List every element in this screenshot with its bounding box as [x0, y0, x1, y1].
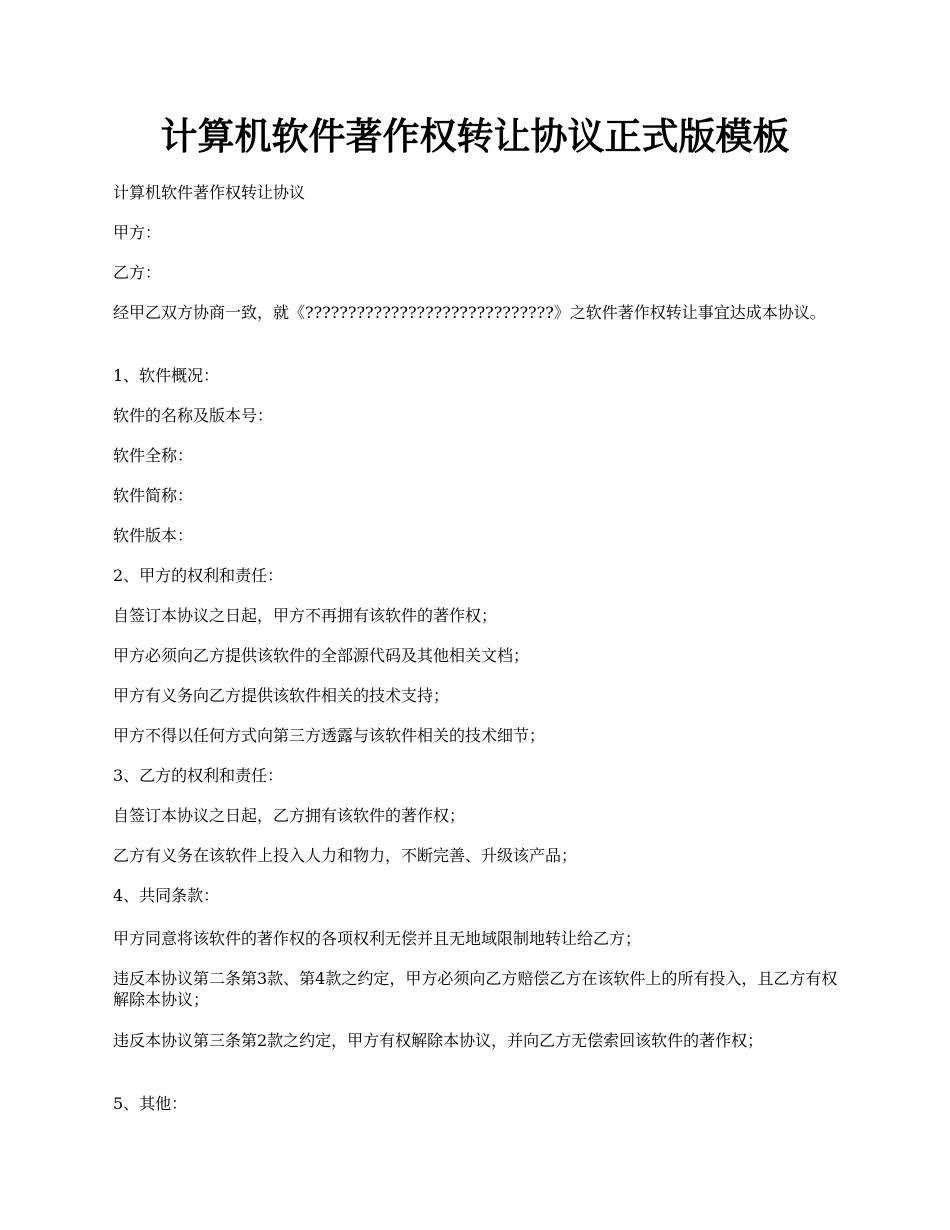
software-name-version-line: 软件的名称及版本号： [113, 406, 274, 425]
party-a-clause-1: 自签订本协议之日起，甲方不再拥有该软件的著作权； [113, 606, 498, 625]
common-clause-1: 甲方同意将该软件的著作权的各项权利无偿并且无地域限制地转让给乙方； [113, 929, 642, 948]
party-b-line: 乙方： [113, 263, 162, 282]
section-1-heading: 1、软件概况： [113, 366, 220, 385]
common-clause-2: 违反本协议第二条第3款、第4款之约定，甲方必须向乙方赔偿乙方在该软件上的所有投入，且乙方有权解除本协议； [113, 969, 838, 1009]
software-version-line: 软件版本： [113, 526, 194, 545]
party-a-clause-4: 甲方不得以任何方式向第三方透露与该软件相关的技术细节； [113, 726, 546, 745]
common-clause-3: 违反本协议第三条第2款之约定，甲方有权解除本协议，并向乙方无偿索回该软件的著作权； [113, 1031, 764, 1050]
agreement-subtitle: 计算机软件著作权转让协议 [113, 183, 306, 202]
section-5-heading: 5、其他： [113, 1094, 188, 1113]
party-a-clause-3: 甲方有义务向乙方提供该软件相关的技术支持； [113, 686, 450, 705]
software-full-name-line: 软件全称： [113, 446, 194, 465]
section-4-heading: 4、共同条款： [113, 886, 220, 905]
party-b-clause-2: 乙方有义务在该软件上投入人力和物力，不断完善、升级该产品； [113, 846, 578, 865]
section-2-heading: 2、甲方的权利和责任： [113, 566, 284, 585]
section-3-heading: 3、乙方的权利和责任： [113, 766, 284, 785]
party-b-clause-1: 自签订本协议之日起，乙方拥有该软件的著作权； [113, 806, 466, 825]
party-a-clause-2: 甲方必须向乙方提供该软件的全部源代码及其他相关文档； [113, 646, 530, 665]
software-short-name-line: 软件简称： [113, 486, 194, 505]
document-title: 计算机软件著作权转让协议正式版模板 [160, 114, 790, 158]
party-a-line: 甲方： [113, 223, 162, 242]
preamble-paragraph: 经甲乙双方协商一致，就《?????????????????????????????》之软件著作权转让事宜达成本协议。 [113, 303, 826, 322]
